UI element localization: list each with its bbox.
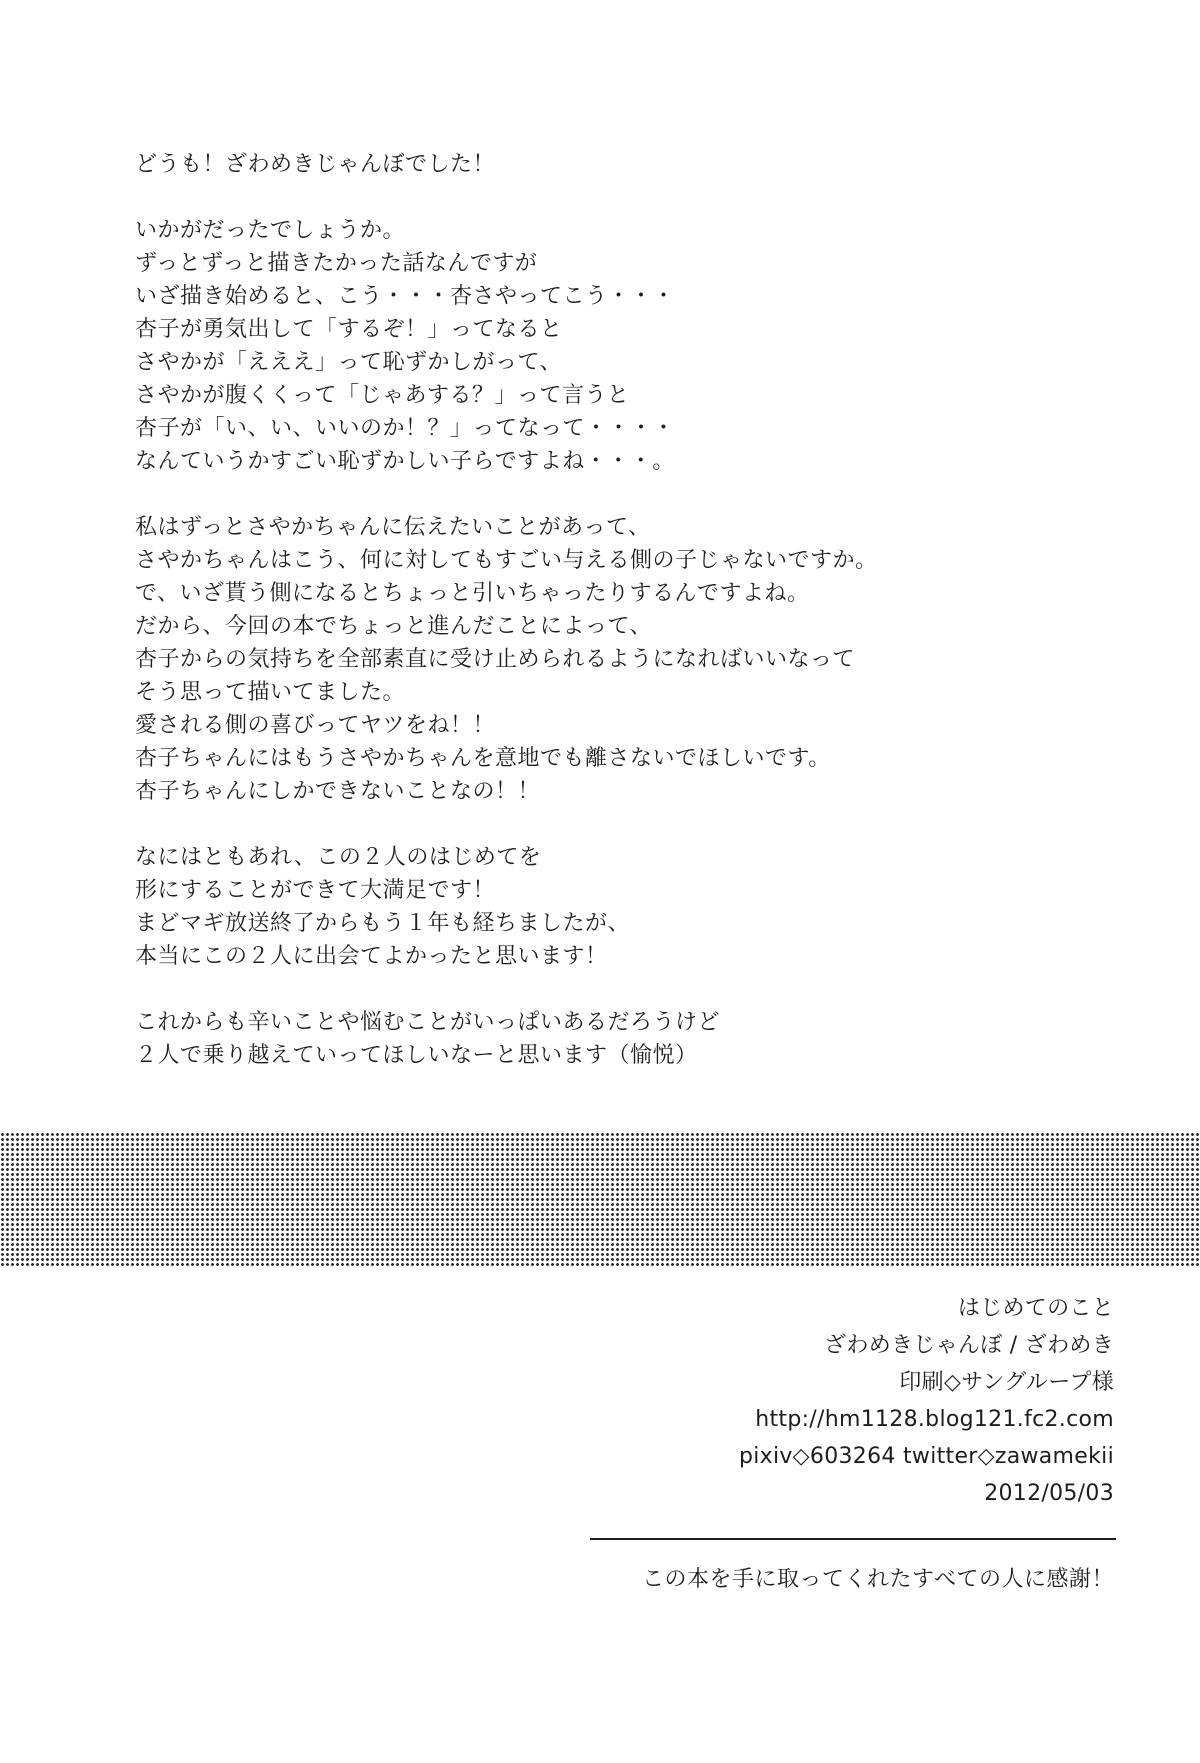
text-line: いかがだったでしょうか。 xyxy=(135,218,406,243)
text-line: そう思って描いてました。 xyxy=(135,680,406,705)
colophon xyxy=(414,1290,1114,1512)
thanks-message: この本を手に取ってくれたすべての人に感謝！ xyxy=(641,1567,1114,1592)
text-line: いざ描き始めると、こう・・・杏さやってこう・・・ xyxy=(135,284,676,309)
afterword-paragraph-1 xyxy=(135,148,1115,181)
afterword-paragraph-3 xyxy=(135,511,1115,808)
afterword-body xyxy=(135,148,1115,1105)
text-line: 杏子が「い、い、いいのか！？」ってなって・・・・ xyxy=(135,416,676,441)
text-line: だから、今回の本でちょっと進んだことによって、 xyxy=(135,614,653,639)
text-line: 杏子からの気持ちを全部素直に受け止められるようになればいいなって xyxy=(135,647,856,672)
printer-credit: 印刷◇サングループ様 xyxy=(899,1370,1114,1395)
text-line: ずっとずっと描きたかった話なんですが xyxy=(135,251,538,276)
text-line: 杏子が勇気出して「するぞ！」ってなると xyxy=(135,317,563,342)
social-handles: pixiv◇603264 twitter◇zawamekii xyxy=(738,1444,1114,1469)
text-line: さやかが腹くくって「じゃあする？」って言うと xyxy=(135,383,630,408)
publication-date: 2012/05/03 xyxy=(984,1481,1114,1506)
text-line: 杏子ちゃんにしかできないことなの！！ xyxy=(135,779,541,804)
afterword-paragraph-2 xyxy=(135,214,1115,478)
circle-author: ざわめきじゃんぼ / ざわめき xyxy=(824,1333,1114,1358)
text-line: で、いざ貰う側になるとちょっと引いちゃったりするんですよね。 xyxy=(135,581,810,606)
divider-line xyxy=(590,1538,1116,1540)
text-line: 本当にこの２人に出会てよかったと思います！ xyxy=(135,944,608,969)
website-url: http://hm1128.blog121.fc2.com xyxy=(755,1407,1114,1432)
text-line: 愛される側の喜びってヤツをね！！ xyxy=(135,713,496,738)
afterword-paragraph-4 xyxy=(135,841,1115,973)
text-line: なんていうかすごい恥ずかしい子らですよね・・・。 xyxy=(135,449,675,474)
text-line: さやかちゃんはこう、何に対してもすごい与える側の子じゃないですか。 xyxy=(135,548,878,573)
text-line: どうも！ざわめきじゃんぼでした！ xyxy=(135,152,496,177)
text-line: さやかが「えええ」って恥ずかしがって、 xyxy=(135,350,563,375)
screentone-band xyxy=(0,1132,1200,1268)
book-title: はじめてのこと xyxy=(957,1296,1114,1321)
text-line: まどマギ放送終了からもう１年も経ちましたが、 xyxy=(135,911,631,936)
text-line: 私はずっとさやかちゃんに伝えたいことがあって、 xyxy=(135,515,651,540)
text-line: なにはともあれ、この２人のはじめてを xyxy=(135,845,542,870)
text-line: これからも辛いことや悩むことがいっぱいあるだろうけど xyxy=(135,1010,721,1035)
text-line: 形にすることができて大満足です！ xyxy=(135,878,496,903)
text-line: ２人で乗り越えていってほしいなーと思います（愉悦） xyxy=(135,1043,698,1068)
afterword-paragraph-5 xyxy=(135,1006,1115,1072)
text-line: 杏子ちゃんにはもうさやかちゃんを意地でも離さないでほしいです。 xyxy=(135,746,831,771)
